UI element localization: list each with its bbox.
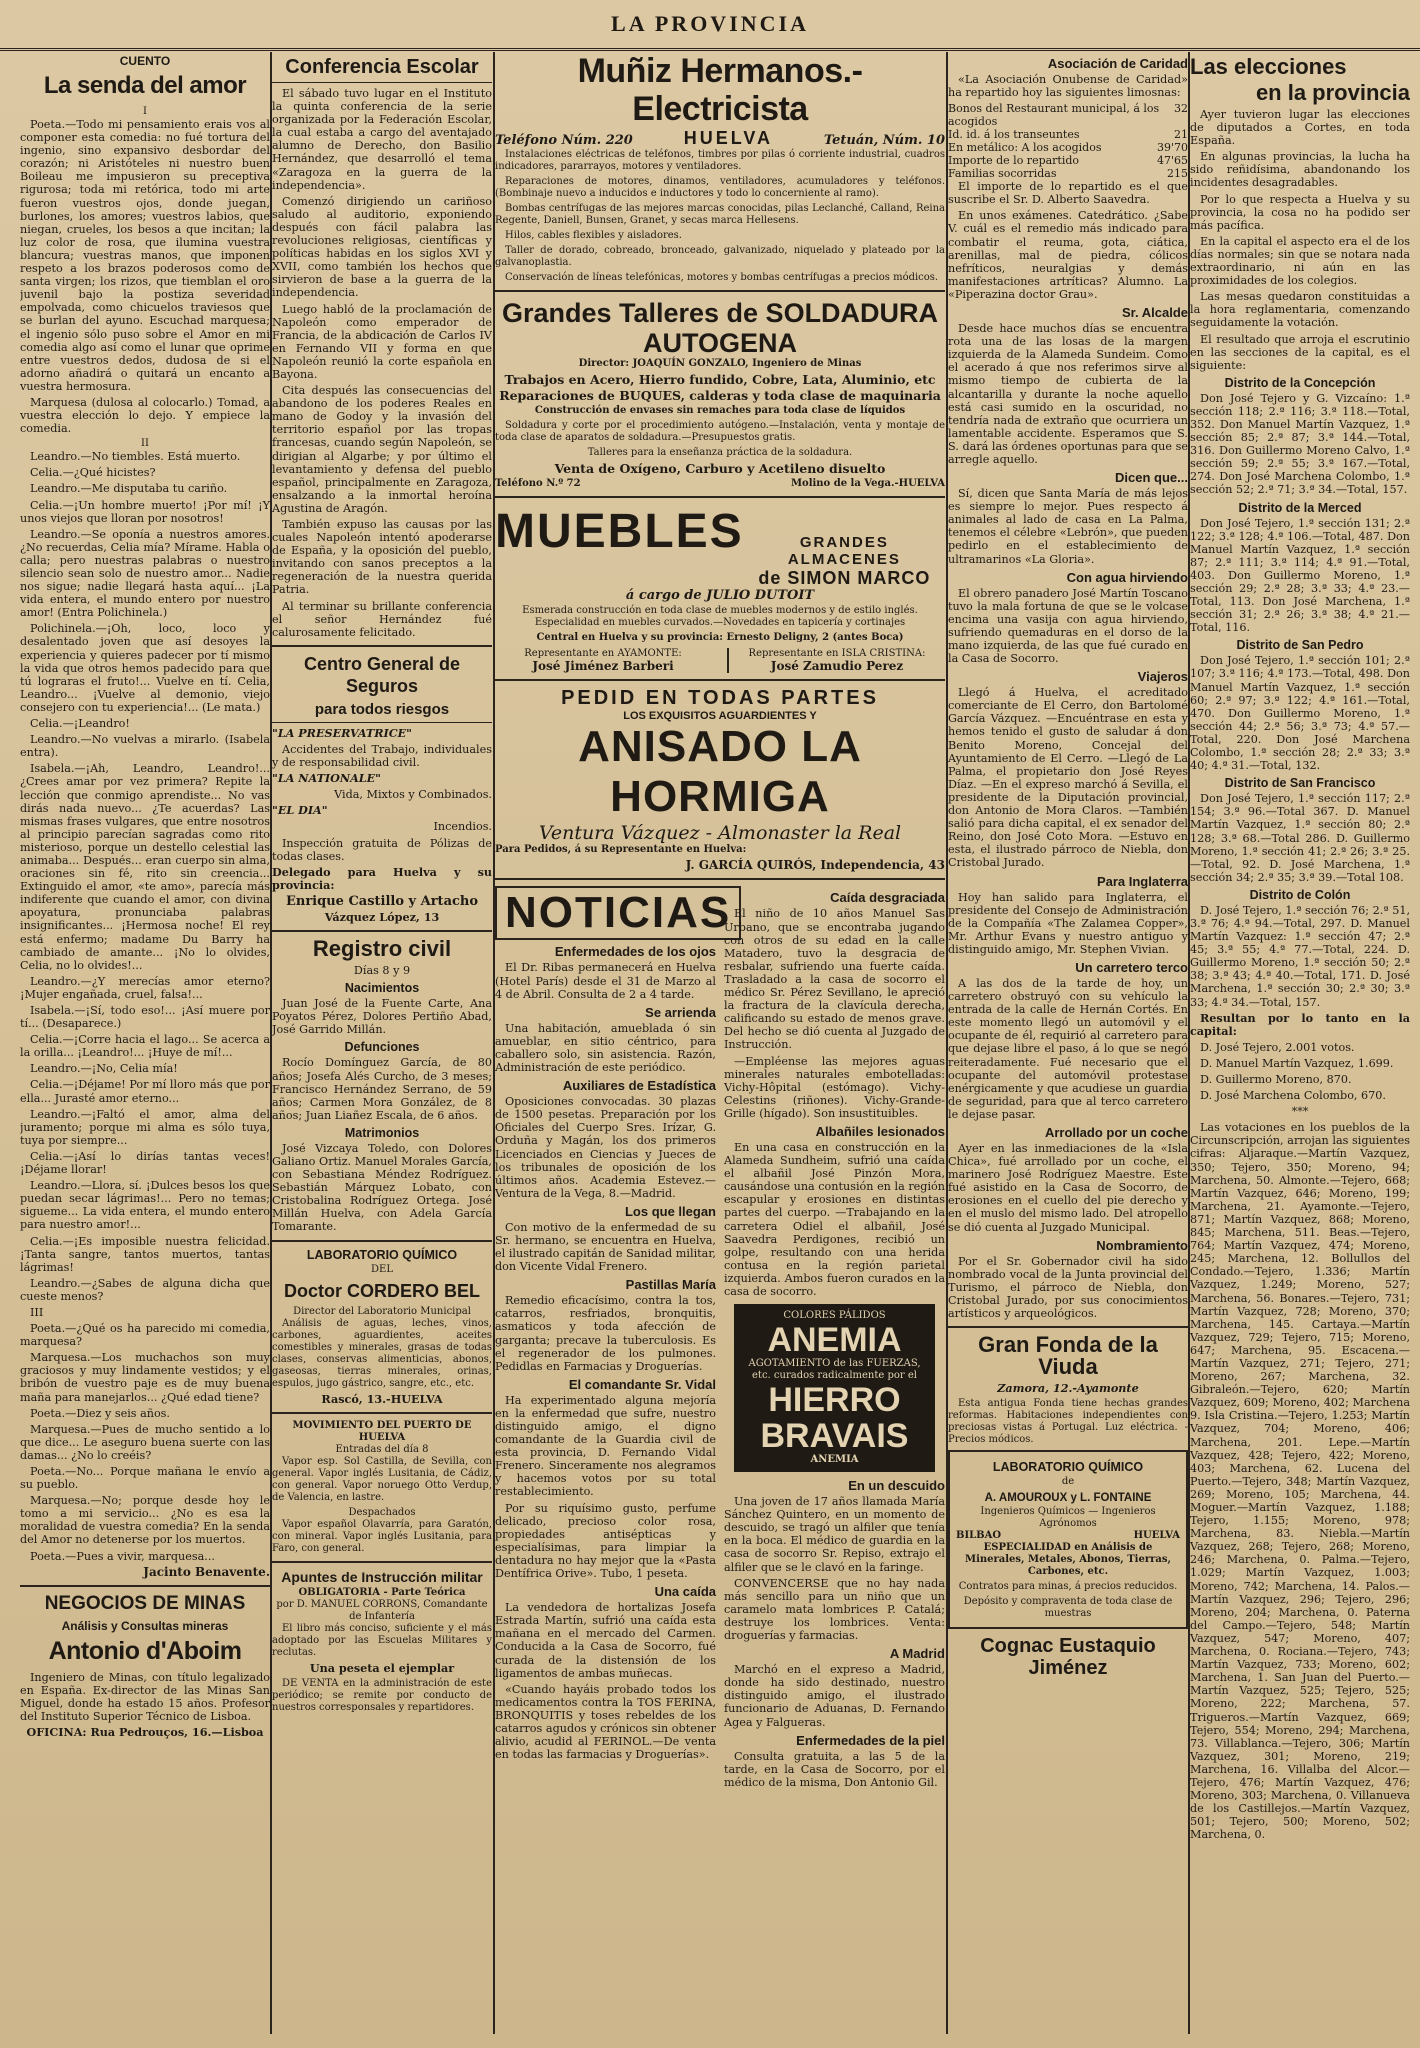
soldadura-phone: Teléfono N.º 72 [495,478,581,490]
anemia-hierro: HIERRO [768,1381,901,1420]
muebles-ad [495,504,945,673]
minas-title: NEGOCIOS DE MINAS [44,1592,246,1614]
alcalde-heading: Sr. Alcalde [1122,305,1188,321]
fonda-text: Esta antigua Fonda tiene hechas grandes reformas. Habitaciones independientes con preciosas vistas á Portugal. Luz eléctrica. - Precios módicos. [948,1398,1188,1446]
dialogue-line: Celia.—¡Así lo dirías tantas veces! ¡Déjame llorar! [20,1149,270,1177]
muebles-text: Esmerada construcción en toda clase de muebles modernos y de estilo inglés. Especialidad en muebles curvados.—Novedades en tapicería y cortinajes [522,605,918,629]
muniz-phone: Teléfono Núm. 220 [495,133,633,148]
story-signature: Jacinto Benavente. [143,1564,270,1579]
column-conferencia [272,52,492,2034]
muniz-services [495,149,945,284]
district-heading: Distrito de la Concepción [1224,375,1376,390]
dialogue-line: Leandro.—Se oponía a nuestros amores. ¿No recuerdas, Celia mía? Mírame. Habla o calla; pero nuestras palabras o nuestro silencio sean solo de nuestro amor... Nadie nos sigue; nadie llegará hasta aquí... ¡La vida entera, el mundo entero por nuestro amor! (Entra Polichinela.) [20,527,270,620]
soldadura-director: Director: JOAQUÍN GONZALO, Ingeniero de Minas [578,358,862,369]
pedid-banner: PEDID EN TODAS PARTES [561,687,879,710]
conferencia-paragraph: También expuso las causas por las cuales Napoleón intentó apoderarse de España, y la oposición del pueblo, invitando con sanos preceptos a la regeneración de la nuestra querida Patria. [272,518,492,597]
conferencia-title: Conferencia Escolar [285,56,479,78]
muebles-cargo: á cargo de JULIO DUTOIT [625,588,815,604]
asociacion-items [948,102,1188,180]
news-right-top [724,890,945,1298]
defunciones-heading: Defunciones [344,1040,420,1055]
anemia-bottom: ANEMIA [810,1454,859,1466]
hormiga-maker: Ventura Vázquez - Almonaster la Real [538,822,902,845]
district-results: Don José Tejero, 1.ª sección 117; 2.ª 154; 3.ª 96.—Total 367. D. Manuel Martín Vazquez, 1.ª sección 80; 2.ª 128; 3.ª 68.—Total 286. D. Guillermo Moreno, 1.ª sección 41; 2.ª 26; 3.ª 25.—Total, 92. D. José Marchena, 1.ª sección 34; 2.ª 35; 3.ª 39.—Total 108. [1190,792,1410,884]
total-result: D. Guillermo Moreno, 870. [1200,1073,1352,1086]
news-heading: Los que llegan [624,1203,716,1219]
dialogue-line: Leandro.—¿Sabes de alguna dicha que cueste menos? [20,1276,270,1303]
laboratorio2-huelva: HUELVA [1133,1530,1180,1542]
fonda-address: Zamora, 12.-Ayamonte [997,1381,1139,1396]
district-results: D. José Tejero, 1.ª sección 76; 2.ª 51, 3.ª 76; 4.ª 94.—Total, 297. D. Manuel Martín Vazquez: 1.ª sección 47; 2.ª 45; 3.ª 55; 4.ª 77.—Total, 224. D. Guillermo Moreno, 1.ª sección 50; 2.ª 38; 3.ª 43; 4.ª 40.—Total, 171. D. José Marchena, 1.ª sección 30; 2.ª 30; 3.ª 33; 4.ª 34.—Total, 157. [1190,903,1410,1009]
dialogue-line: Leandro.—Llora, sí. ¡Dulces besos los que puedan secar lágrimas!... Pero no temas; sigueme... La vida entera, el mundo entero para nuestro amor!... [20,1179,270,1232]
seguros-subtitle: para todos riesgos [314,700,450,718]
nombramiento-text: Por el Sr. Gobernador civil ha sido nombrado vocal de la Junta provincial del Turismo, el párroco de Niebla, don Cristobal Jurado, por sus conocimientos artísticos y arqueológicos. [948,1254,1188,1321]
asociacion-text: «La Asociación Onubense de Caridad» ha repartido hoy las siguientes limosnas: [948,73,1188,100]
total-result: D. Manuel Martín Vazquez, 1.699. [1200,1056,1394,1070]
story-dialogue [20,450,270,1562]
puerto-entradas-heading: Entradas del día 8 [335,1443,429,1455]
district-heading: Distrito de la Merced [1238,500,1362,515]
news-heading: A Madrid [889,1646,945,1662]
muniz-service-line: Instalaciones eléctricas de teléfonos, timbres por pilas ó corriente industrial, cuadros indicadores, pararrayos, motores y ventiladores. [495,149,945,172]
soldadura-line4: Soldadura y corte por el procedimiento autógeno.—Instalación, venta y montaje de toda clase de aparatos de soldadura.—Presupuestos gratis. [495,420,945,444]
dialogue-line: Polichinela.—¡Oh, loco, loco y desalentado joven que así desoyes la experiencia y quieres padecer por tí mismo la vida que otros hemos padecido para que tú lograras el fruto!... Vuelve en tí. Celia, Leandro... ¡Vuelve al demonio, viejo consejero con tu experiencia!... (Le mata.) [20,622,270,714]
column-local [948,52,1188,2034]
laboratorio-heading: LABORATORIO QUÍMICO [306,1247,458,1262]
preservatrice-name: "LA PRESERVATRICE" [272,725,413,740]
matrimonios-text: José Vizcaya Toledo, con Dolores Galiano Ortiz. Manuel Morales García, con Sebastiana Méndez Rodríguez. Sebastián Márquez Lobato, con Cristobalina Rodríguez Ortega. José Millán Huelva, con Adela García Tomarante. [272,1141,492,1234]
news-paragraph: Marchó en el expreso a Madrid, donde ha sido destinado, nuestro distinguido amigo, el ilustrado funcionario de Aduanas, D. Fernando Agea y Falgueras. [724,1663,945,1729]
district-results: Don José Tejero, 1.ª sección 101; 2.ª 107; 3.ª 116; 4.ª 173.—Total, 498. Don Manuel Martín Vazquez, 1.ª sección 60; 2.ª 97; 3.ª 122; 4.ª 161.—Total, 470. Don Guillermo Moreno, 1.ª sección 44; 2.ª 56; 3.ª 73; 4.ª 57.—Total, 220. Don José Marchena Colombo, 1.ª sección 28; 2.ª 33; 3.ª 40; 4.ª 31.—Total, 132. [1190,654,1410,773]
news-heading: El comandante Sr. Vidal [568,1376,716,1392]
laboratorio2-especialidad: ESPECIALIDAD en Análisis de Minerales, Metales, Abonos, Tierras, Carbones, etc. [965,1542,1171,1578]
carretero-heading: Un carretero terco [1075,959,1188,975]
hormiga-representante: J. GARCÍA QUIRÓS, Independencia, 43 [685,858,945,873]
apuntes-venta: DE VENTA en la administración de este periódico; se remite por conducto de nuestros corresponsales y repartidores. [272,1677,492,1713]
dialogue-line: III [30,1305,44,1319]
soldadura-line2: Reparaciones de BUQUES, calderas y toda clase de maquinaria [499,388,941,404]
viajeros-heading: Viajeros [1137,669,1188,685]
district-heading: Distrito de Colón [1249,887,1351,902]
news-heading: Enfermedades de la piel [796,1732,945,1748]
news-heading: Caída desgraciada [830,890,945,906]
dialogue-line: Marquesa.—Pues de mucho sentido a lo que dice... Le aseguro buena suerte con las damas... ¿No lo creéis? [20,1422,270,1462]
elecciones-results-heading: Resultan por lo tanto en la capital: [1190,1010,1410,1038]
laboratorio-del: DEL [371,1263,393,1275]
muniz-title: Muñiz Hermanos.-Electricista [577,52,863,128]
laboratorio-subtitle: Director del Laboratorio Municipal [293,1305,471,1317]
news-paragraph: En una casa en construcción en la Alameda Sundheim, sufrió una caída el albañil José Pinzón Mora, causándose una contusión en la región escapular y erosiones en distintas partes del cuerpo. —Trabajando en la carretera Odiel el albañil, José Saavedra Perdigones, recibió un golpe, resultando con una herida contusa en la región parietal izquierda. Ambos fueron curados en la casa de socorro. [724,1140,945,1298]
anemia-word: ANEMIA [767,1321,902,1360]
soldadura-line5: Talleres para la enseñanza práctica de la soldadura. [587,447,853,459]
news-paragraph: Con motivo de la enfermedad de su Sr. hermano, se encuentra en Huelva, el ilustrado capitán de Sanidad militar, don Vicente Vidal Frenero. [495,1220,716,1274]
apuntes-title: Apuntes de Instrucción militar [281,1568,483,1585]
arrollado-heading: Arrollado por un coche [1044,1125,1188,1140]
news-heading: Pastillas María [625,1277,716,1293]
dialogue-line: Celia.—¡Un hombre muerto! ¡Por mí! ¡Y unos viejos que lloran por nosotros! [20,498,270,525]
matrimonios-heading: Matrimonios [344,1125,420,1140]
asociacion-item [948,154,1188,167]
minas-subtitle: Análisis y Consultas mineras [61,1618,229,1633]
dialogue-line: Celia.—¿Qué hicistes? [30,466,156,480]
anemia-sub: AGOTAMIENTO de las FUERZAS, etc. curados radicalmente por el [748,1358,921,1382]
eldia-name: "EL DIA" [272,803,328,818]
item-value: 47'65 [1156,154,1188,168]
agua-heading: Con agua hirviendo [1066,569,1188,585]
elecciones-intro [1190,108,1410,372]
elecciones-results [1190,1041,1410,1102]
viajeros-text: Llegó á Huelva, el acreditado comerciante de El Cerro, don Bartolomé García Vázquez. —Encuéntrase en esta y hemos tenido el gusto de saludar á don Benito Moreno, Concejal del Ayuntamiento de El Cerro. —Llegó de La Palma, el propietario don José Reyes Díaz. —En el expreso marchó á Sevilla, el presidente de la Diputación provincial, don Antonio de Mora Claros. —También salió para dicha capital, el ex senador del Reino, don José Coto Mora. —Estuvo en esta, el ilustrado párroco de Niebla, don Cristobal Jurado. [948,686,1188,870]
soldadura-line3: Construcción de envases sin remaches para toda clase de líquidos [534,405,906,417]
muniz-service-line: Reparaciones de motores, dinamos, ventiladores, acumuladores y teléfonos. (Bombinaje nuevo a inducidos e inductores y todo lo concerniente al ramo). [495,176,945,199]
muebles-grandes: GRANDES ALMACENES [787,534,901,569]
muniz-address: Tetuán, Núm. 10 [823,133,945,148]
asociacion-item [948,128,1188,141]
arrollado-text: Ayer en las inmediaciones de la «Isla Chica», fué arrollado por un coche, el marinero José Rodríguez Maestre. Este fué asistido en la Casa de Socorro, de erosiones en el cuello del pie derecho y en el muslo del mismo lado. Del atropello se dió cuenta al Juzgado Municipal. [948,1142,1188,1234]
noticias-heading: NOTICIAS [495,886,741,940]
news-paragraph: La vendedora de hortalizas Josefa Estrada Martín, sufrió una caída esta mañana en el mercado del Carmen. Conducida a la Casa de Socorro, fué curada de la distensión de los ligamentos de ambas muñecas. [495,1601,716,1680]
elecciones-paragraph: En algunas provincias, la lucha ha sido reñidísima, abandonando los incidentes desagradables. [1190,150,1410,190]
nationale-text: Vida, Mixtos y Combinados. [334,788,492,802]
dialogue-line: Celia.—¡Leandro! [30,717,130,731]
dicen-text: Sí, dicen que Santa María de más lejos es siempre lo mejor. Pues respecto á animales al lado de casa en La Palma, tenemos el célebre «Lebrón», que pueden pedirlo en el establecimiento de ultramarinos «La Gloria». [948,487,1188,566]
soldadura-address: Molino de la Vega.-HUELVA [790,478,945,490]
dialogue-line: Celia.—¡Es imposible nuestra felicidad. ¡Tanta sangre, tantos muertos, tantas lágrimas! [20,1234,270,1274]
news-heading: Auxiliares de Estadística [562,1078,716,1094]
eldia-text: Incendios. [433,820,492,834]
muebles-rep2-label: Representante en ISLA CRISTINA: [748,648,926,660]
seguros-title: Centro General de Seguros [303,653,461,696]
item-label: Familias socorridas [948,167,1057,181]
news-paragraph: Oposiciones convocadas. 30 plazas de 1500 pesetas. Preparación por los Oficiales del Cuerpo Sres. Irízar, G. Orduña y Magán, los dos primeros Licenciados en Ciencias y Jueces de los tribunales de oposición de los últimos años. Academia Estevez.—Ventura de la Vega, 8.—Madrid. [495,1095,716,1200]
muniz-ad [495,52,945,284]
news-paragraph: Por su riquísimo gusto, perfume delicado, precioso color rosa, propiedades antisépticas y especialísimas, para limpiar la dentadura no hay mejor que la «Pasta Dentífrica Orive». Tubo, 1 peseta. [495,1501,716,1581]
elecciones-paragraph: En la capital el aspecto era el de los días normales; sin que se notara nada extraordinario, ni aún en las proximidades de los colegios. [1190,234,1410,288]
total-result: D. José Tejero, 2.001 votos. [1200,1040,1355,1054]
dialogue-line: Poeta.—Diez y seis años. [30,1406,170,1420]
minas-name: Antonio d'Aboim [48,1636,242,1665]
conferencia-paragraph: Comenzó dirigiendo un cariñoso saludo al auditorio, exponiendo después con fácil palabra las revoluciones religiosas, científicas y políticas habidas en los siglos XVI y XVII, como también los hechos que sirvieron de base a la guerra de la independencia. [272,194,492,300]
anemia-ad [734,1304,935,1472]
column-elecciones: Las elecciones en la provincia Ayer tuvieron lugar las elecciones de diputados a Cortes, en toda España. En algunas provincias, la lucha ha sido reñidísima, abandonando los incidentes desagradables. Por lo que respecta a Huelva y su provincia, la cosa no ha podido ser más pacífica. En la capital el aspecto era el de los días normales; sin que se notara nada extraordinario, ni aún en las proximidades de los colegios. Las mesas quedaron constituidas a la hora reglamentaria, comenzando seguidamente la votación. El resultado que arroja el escrutinio en las secciones de la capital, es el siguiente: Distrito de la Concepción Don José Tejero y G. Vizcaíno: 1.ª sección 118; 2.ª 116; 3.ª 118.—Total, 352. Don Manuel Martín Vazquez, 1.ª sección 85; 2.ª 87; 3.ª 144.—Total, 316. Don Guillermo Moreno Calvo, 1.ª sección 59; 2.ª 55; 3.ª 167.—Total, 274. Don José Marchena Colombo, 1.ª sección 52; 2.ª 71; 3.ª 34.—Total, 157. Distrito de la Merced Don José Tejero, 1.ª sección 131; 2.ª 122; 3.ª 128; 4.ª 106.—Total, 487. Don Manuel Martín Vazquez, 1.ª sección 87; 2.ª 111; 3.ª 114; 4.ª 91.—Total, 403. Don Guillermo Moreno, 1.ª sección 29; 2.ª 28; 3.ª 33; 4.ª 23.—Total, 113. Don José Marchena, 1.ª sección 31; 2.ª 26; 3.ª 38; 4.ª 21.—Total, 116. Distrito de San Pedro Don José Tejero, 1.ª sección 101; 2.ª 107; 3.ª 116; 4.ª 173.—Total, 498. Don Manuel Martín Vazquez, 1.ª sección 60; 2.ª 97; 3.ª 122; 4.ª 161.—Total, 470. Don Guillermo Moreno, 1.ª sección 44; 2.ª 56; 3.ª 73; 4.ª 57.—Total, 220. Don José Marchena Colombo, 1.ª sección 28; 2.ª 33; 3.ª 40; 4.ª 31.—Total, 132. Distrito de San Francisco Don José Tejero, 1.ª sección 117; 2.ª 154; 3.ª 96.—Total 367. D. Manuel Martín Vazquez, 1.ª sección 80; 2.ª 128; 3.ª 68.—Total 286. D. Guillermo Moreno, 1.ª sección 41; 2.ª 26; 3.ª 25.—Total, 92. D. José Marchena, 1.ª sección 34; 2.ª 35; 3.ª 39.—Total 108. Distrito de Colón D. José Tejero, 1.ª sección 76; 2.ª 51, 3.ª 76; 4.ª 94.—Total, 297. D. Manuel Martín Vazquez: 1.ª sección 47; 2.ª 45; 3.ª 55; 4.ª 77.—Total, 224. D. Guillermo Moreno, 1.ª sección 50; 2.ª 38; 3.ª 43; 4.ª 40.—Total, 171. D. José Marchena, 1.ª sección 30; 2.ª 30; 3.ª 33; 4.ª 34.—Total, 157. Resultan por lo tanto en la capital: D. José Tejero, 2.001 votos. D. Manuel Martín Vazquez, 1.699. D. Guillermo Moreno, 870. D. José Marchena Colombo, 670. *** Las votaciones en los pueblos de la Circunscripción, arrojan las siguientes cifras: Aljaraque.—Martín Vazquez, 350; Tejero, 350; Moreno, 94; Marchena, 50. Almonte.—Tejero, 668; Martín Vazquez, 646; Moreno, 199; Marchena, 21. Ayamonte.—Tejero, 871; Martín Vazquez, 868; Moreno, 845; Marchena, 511. Beas.—Tejero, 764; Martín Vazquez, 474; Moreno, 245; Marchena, 12. Bollullos del Condado.—Tejero, 1.336; Martín Vazquez, 1.249; Moreno, 527; Marchena, 56. Bonares.—Tejero, 731; Martín Vazquez, 728; Moreno, 370; Marchena, 145. Cartaya.—Martín Vazquez, 729; Tejero, 715; Moreno, 647; Marchena, 95. Escacena.—Martín Vazquez, 271; Tejero, 271; Moreno, 267; Marchena, 32. Gibraleón.—Tejero, 620; Martín Vazquez, 609; Moreno, 402; Marchena 9. Isla Cristina.—Tejero, 1.253; Martín Vazquez, 704; Moreno, 406; Marchena, 201. Lepe.—Martín Vazquez, 428; Tejero, 422; Moreno, 403; Marchena, 62. Lucena del Puerto.—Tejero, 348; Martín Vazquez, 269; Moreno, 105; Marchena, 44. Moguer.—Martín Vazquez, 1.188; Tejero, 1.155; Moreno, 978; Marchena, 83. Niebla.—Martín Vazquez, 268; Tejero, 268; Moreno, 246; Marchena, 0. Palma.—Tejero, 1.029; Martín Vazquez, 1.003; Moreno, 742; Marchena, 14. Palos.—Martín Vazquez, 296; Tejero, 296; Moreno, 204; Marchena, 0. Paterna del Campo.—Tejero, 548; Martín Vazquez, 547; Moreno, 407; Marchena, 0. Rociana.—Tejero, 743; Martín Vazquez, 733; Moreno, 602; Marchena, 1. San Juan del Puerto.—Martín Vazquez, 525; Tejero, 525; Moreno, 222; Marchena, 57. Trigueros.—Martín Vazquez, 669; Tejero, 554; Moreno, 294; Marchena, 73. Villablanca.—Tejero, 306; Martín Vazquez, 301; Moreno, 219; Marchena, 16. Villalba del Alcor.—Tejero, 476; Martín Vazquez, 476; Moreno, 303; Marchena, 0. Villanueva de los Castillejos.—Martín Vazquez, 501; Tejero, 500; Moreno, 502; Marchena, 0. [1190,54,1410,1842]
alcalde-text: Desde hace muchos días se encuentra rota una de las losas de la margen izquierda de la Alameda Sundeim. Como el acerado á que nos referimos sirve al mismo tiempo de cubierta de la alcantarilla y durante la noche aquello está casi sumido en la oscuridad, no tendría nada de extraño que ocurriera un lamentable accidente. Esperamos que S. S. dará las órdenes oportunas para que se arregle aquello. [948,322,1188,466]
muebles-central: Central en Huelva y su provincia: Ernesto Deligny, 2 (antes Boca) [536,632,904,644]
news-paragraph: Una joven de 17 años llamada María Sánchez Quintero, en un momento de descuido, se tragó un alfiler que tenía en la boca. El médico de guardia en la casa de socorro Sr. Repiso, extrajo el alfiler que se le clavó en la faringe. [724,1495,945,1574]
dialogue-line: Leandro.—¡Faltó el amor, alma del juramento; porque mi alma es sólo tuya, tuya por siempre... [20,1107,270,1147]
news-heading: En un descuido [848,1478,945,1494]
conferencia-paragraph: Luego habló de la proclamación de Napoleón como emperador de Francia, de la abdicación de Carlos IV en Fernando VII y forma en que Napoleón reunió la corte española en Bayona. [272,302,492,381]
laboratorio2-heading: LABORATORIO QUÍMICO [992,1460,1144,1475]
story-title: La senda del amor [43,72,247,99]
roman-heading: II [141,438,149,450]
news-heading: Una caída [654,1584,716,1600]
dialogue-line: Celia.—¡Corre hacia el lago... Se acerca a la orilla... ¡Leandro!... ¡Huye de mí!... [20,1033,270,1060]
puerto-heading: MOVIMIENTO DEL PUERTO DE HUELVA [292,1419,472,1443]
laboratorio2-bilbao: BILBAO [956,1530,1002,1542]
story-paragraph: Marquesa (dulosa al colocarlo.) Tomad, a vuestra elección lo dejo. Y empiece la comedia. [20,395,270,436]
elecciones-title-line2: en la provincia [1255,80,1410,105]
laboratorio2-contratos: Contratos para minas, á precios reducidos. [958,1581,1178,1593]
nombramiento-heading: Nombramiento [1096,1237,1188,1253]
column-story [20,52,270,2034]
examenes-text: En unos exámenes. Catedrático. ¿Sabe V. cuál es el remedio más indicado para combatir el reuma, gota, ciática, arenillas, mal de piedra, cólicos nefríticos, neuralgias y demás manifestaciones artríticas? Alumno. La «Piperazina doctor Grau». [948,209,1188,301]
conferencia-paragraph: Cita después las consecuencias del abandono de los poderes Reales en mano de Godoy y la invasión del territorio español por las tropas francesas, cuando según Napoleón, se dirigian al Algarbe; y por último el levantamiento y defensa del pueblo español, principalmente en Zaragoza, ensalzando a la inmortal heroína Agustina de Aragón. [272,384,492,515]
news-paragraph: —Empléense las mejores aguas minerales naturales embotelladas: Vichy-Hôpital (estómago). Vichy-Celestins (riñones). Vichy-Grande-Grille (hígado). Son insustituibles. [724,1054,945,1120]
soldadura-line1: Trabajos en Acero, Hierro fundido, Cobre, Lata, Aluminio, etc [504,372,936,387]
defunciones-text: Rocío Domínguez García, de 80 años; Josefa Alés Curcho, de 3 meses; Francisco Hernández Serrano, de 59 años; Carmen Mora González, de 8 años; Juan Liañez Escala, de 6 años. [272,1056,492,1122]
news-paragraph: Ha experimentado alguna mejoría en la enfermedad que sufre, nuestro distinguido amigo, el digno comandante de la Guardia civil de esta provincia, D. Fernando Vidal Frenero. Sinceramente nos alegramos y hacemos votos por su total restablecimiento. [495,1393,716,1499]
news-paragraph: Remedio eficacísimo, contra la tos, catarros, resfriados, bronquitis, asmaticos y toda afección de garganta; precave la tuberculosis. Es el regenerador de los pulmones. Pedidlas en Farmacias y Droguerías. [495,1294,716,1373]
item-label: En metálico: A los acogidos [948,141,1102,155]
dialogue-line: Marquesa.—No; porque desde hoy le tomo a mi servicio... ¿No es esa la moralidad de vuestra comedia? En la senda del Amor no detenerse por los muertos. [20,1494,270,1547]
asociacion-end: El importe de lo repartido es el que suscribe el Sr. D. Alberto Saavedra. [948,180,1188,207]
district-heading: Distrito de San Pedro [1236,638,1364,653]
dialogue-line: Leandro.—¡No, Celia mía! [30,1062,178,1076]
laboratorio2-names: A. AMOUROUX y L. FONTAINE [984,1492,1152,1505]
fonda-title: Gran Fonda de la Viuda [978,1332,1158,1380]
hormiga-title: ANISADO LA HORMIGA [578,722,862,822]
nacimientos-text: Juan José de la Fuente Carte, Ana Poyatos Pérez, Dolores Pertiño Abad, José Garrido Millán. [272,997,492,1037]
puerto-entradas-text: Vapor esp. Sol Castilla, de Sevilla, con general. Vapor inglés Lusitania, de Cádiz, con general. Vapor noruego Otto Verdup, de Valencia, en lastre. [272,1455,492,1503]
aguardientes-line: LOS EXQUISITOS AGUARDIENTES Y [623,710,817,723]
delegado-address: Vázquez López, 13 [324,909,440,924]
muniz-service-line: Bombas centrífugas de las mejores marcas conocidas, pilas Leclanché, Calland, Reina Regente, Daniell, Bunsen, Granet, y secas marca Hellesens. [495,203,945,226]
news-paragraph: CONVENCERSE que no hay nada más sencillo para un niño que un caramelo mata lombrices P. Catalá; destruye los lombrices. Venta: droguerías y farmacias. [724,1576,945,1643]
dialogue-line: Poeta.—Pues a vivir, marquesa... [30,1549,215,1563]
elecciones-paragraph: Las mesas quedaron constituidas a la hora reglamentaria, comenzando seguidamente la votación. [1190,290,1410,330]
preservatrice-text: Accidentes del Trabajo, individuales y de responsabilidad civil. [272,742,492,770]
elecciones-paragraph: Ayer tuvieron lugar las elecciones de diputados a Cortes, en toda España. [1190,108,1410,148]
inglaterra-heading: Para Inglaterra [1096,873,1188,889]
asociacion-item [948,141,1188,154]
muebles-title: MUEBLES [495,505,744,559]
apuntes-price: Una peseta el ejemplar [309,1660,455,1675]
muebles-rep1-name: José Jiménez Barberi [532,659,674,674]
nationale-name: "LA NATIONALE" [272,771,381,786]
carretero-text: A las dos de la tarde de hoy, un carretero obstruyó con su vehículo la entrada de la calle de Hernán Cortés. En este momento llegó un automóvil y el ocupante de él, requirió al carretero para que dejase libre el paso, á lo que se negó reiteradamente. Fué necesario que el ocupante del automóvil protestase enérgicamente y que acudiese un guardia de seguridad, para que al terco carretero le dejase pasar. [948,976,1188,1121]
dialogue-line: Poeta.—¿Qué os ha parecido mi comedia, marquesa? [20,1322,270,1349]
hormiga-ad [495,687,945,872]
dialogue-line: Isabela.—¡Sí, todo eso!... ¡Así muere por tí... (Desaparece.) [20,1004,270,1031]
laboratorio2-de: de [1061,1476,1075,1488]
dialogue-line: Poeta.—No... Porque mañana le envío a su pueblo. [20,1465,270,1492]
muniz-service-line: Hilos, cables flexibles y aisladores. [505,230,682,241]
news-paragraph: El niño de 10 años Manuel Sas Urbano, que se encontraba jugando con otros de su edad en la calle Matadero, tuvo la desgracia de resbalar, sufriendo una fuerte caída. Trasladado a la casa de socorro el médico Sr. Pérez Sevillano, le apreció la fractura de la clavícula derecha, calificando su estado de menos grave. Del hecho se dió cuenta al Juzgado de Instrucción. [724,907,945,1052]
district-heading: Distrito de San Francisco [1224,776,1376,791]
story-body [20,118,270,435]
elecciones-districts [1190,376,1410,1009]
asociacion-heading: Asociación de Caridad [1047,56,1188,71]
dialogue-line: Celia.—¡Déjame! Por mí lloro más que por ella... Jurasté amor eterno... [20,1078,270,1105]
dialogue-line: Isabela.—¡Ah, Leandro, Leandro!... ¿Crees amar por vez primera? Repite la lección que conmigo aprendiste... No vas dirás nada nuevo... ¿Te acuerdas? Las mismas frases vulgares, que entre nosotros al principio parecían sagradas como rito misterioso, porque un destello celestial las animaba... Después... eran cuerpo sin alma, oraciones sin fé, rito sin creencia... Extinguido el amor, «te amo», parecía más indiferente que cuando el amor, con divina apoyatura, pronunciaba palabras insignificantes... ¡Hermosa noche! El rey está enfermo; madame Du Barry ha cambiado de amante... ¡No lo olvides, Celia, no lo olvides!... [20,762,270,972]
puerto-despachados-heading: Despachados [348,1506,416,1518]
masthead: LA PROVINCIA [0,0,1420,51]
item-value: 39'70 [1156,141,1188,155]
soldadura-title: Grandes Talleres de SOLDADURA AUTOGENA [501,298,939,358]
laboratorio-text: Análisis de aguas, leches, vinos, carbones, aguardientes, aceites comestibles y minerales, grasas de todas clases, conservas alimenticias, abonos, gaseosas, tierras minerales, orinas, espulos, jugo gástrico, sangre, etc., etc. [272,1317,492,1389]
elecciones-paragraph: El resultado que arroja el escrutinio en las secciones de la capital, es el siguiente: [1190,332,1410,372]
apuntes-author: por D. MANUEL CORRONS, Comandante de Infantería [276,1598,488,1622]
conferencia-paragraph: Al terminar su brillante conferencia el señor Hernández fué calurosamente felicitado. [272,599,492,639]
news-paragraph: El Dr. Ribas permanecerá en Huelva (Hotel París) desde el 31 de Marzo al 4 de Abril. Consulta de 2 a 4 tarde. [495,961,716,1001]
minas-text: Ingeniero de Minas, con título legalizado en España. Ex-director de las Minas San Miguel, donde ha estado 15 años. Profesor del Instituto Superior Técnico de Lisboa. [20,1670,270,1724]
inglaterra-text: Hoy han salido para Inglaterra, el presidente del Consejo de Administración de la Compañía «The Zalamea Copper», Mr. Arthur Evans y nuestro antiguo y distinguido amigo, Mr. Stephen Vivian. [948,890,1188,956]
asociacion-item [948,167,1188,180]
apuntes-text: El libro más conciso, suficiente y el más adoptado por las Escuelas Militares y reclutas. [272,1622,492,1658]
registro-days: Días 8 y 9 [353,964,411,978]
story-kicker: CUENTO [119,54,171,68]
news-left [495,944,716,1761]
item-value: 21 [1174,128,1188,142]
apuntes-subtitle: OBLIGATORIA - Parte Teórica [298,1586,466,1598]
item-value: 32 [1174,102,1188,116]
news-heading: Enfermedades de los ojos [554,944,716,960]
dialogue-line: Leandro.—¿Y merecías amor eterno? ¡Mujer engañada, cruel, falsa!... [20,974,270,1001]
muebles-rep2-name: José Zamudio Perez [770,659,904,674]
column-ads-news [495,52,945,2034]
cognac-ad: Cognac Eustaquio Jiménez [980,1635,1156,1680]
dialogue-line: Leandro.—No tiembles. Está muerto. [30,450,241,464]
muebles-simon: de SIMON MARCO [758,568,931,589]
total-result: D. José Marchena Colombo, 670. [1200,1089,1386,1103]
conferencia-paragraph: El sábado tuvo lugar en el Instituto la quinta conferencia de la serie organizada por la Federación Escolar, la cual estaba a cargo del aventajado alumno de Derecho, don Basilio Hernández, que desarrolló el tema «Zaragoza en la guerra de la independencia». [272,87,492,192]
conferencia-body [272,87,492,639]
district-results: Don José Tejero, 1.ª sección 131; 2.ª 122; 3.ª 128; 4.ª 106.—Total, 487. Don Manuel Martín Vazquez, 1.ª sección 87; 2.ª 111; 3.ª 114; 4.ª 91.—Total, 403. Don Guillermo Moreno, 1.ª sección 29; 2.ª 28; 3.ª 33; 4.ª 23.—Total, 113. Don José Marchena, 1.ª sección 31; 2.ª 26; 3.ª 38; 4.ª 21.—Total, 116. [1190,516,1410,635]
item-label: Id. id. á los transeuntes [948,128,1080,142]
anemia-bravais: BRAVAIS [760,1417,909,1456]
asociacion-item [948,102,1188,128]
news-heading: Albañiles lesionados [815,1123,945,1139]
dialogue-line: Marquesa.—Los muchachos son muy graciosos y muy lindamente vestidos; y el bribón de vuestro paje es de muy buena maña para manejarlos... ¿Qué edad tiene? [20,1351,270,1404]
elecciones-pueblos: Las votaciones en los pueblos de la Circunscripción, arrojan las siguientes cifras: Aljaraque.—Martín Vazquez, 350; Tejero, 350; Moreno, 94; Marchena, 50. Almonte.—Tejero, 668; Martín Vazquez, 646; Moreno, 199; Marchena, 21. Ayamonte.—Tejero, 871; Martín Vazquez, 868; Moreno, 845; Marchena, 511. Beas.—Tejero, 764; Martín Vazquez, 474; Moreno, 245; Marchena, 12. Bollullos del Condado.—Tejero, 1.336; Martín Vazquez, 1.249; Moreno, 527; Marchena, 56. Bonares.—Tejero, 731; Martín Vazquez, 728; Moreno, 370; Marchena, 145. Cartaya.—Martín Vazquez, 729; Tejero, 715; Moreno, 647; Marchena, 95. Escacena.—Martín Vazquez, 271; Tejero, 271; Moreno, 267; Marchena, 32. Gibraleón.—Tejero, 620; Martín Vazquez, 609; Moreno, 402; Marchena 9. Isla Cristina.—Tejero, 1.253; Martín Vazquez, 704; Moreno, 406; Marchena, 201. Lepe.—Martín Vazquez, 428; Tejero, 422; Moreno, 403; Marchena, 62. Lucena del Puerto.—Tejero, 348; Martín Vazquez, 269; Moreno, 105; Marchena, 44. Moguer.—Martín Vazquez, 1.188; Tejero, 1.155; Moreno, 978; Marchena, 83. Niebla.—Martín Vazquez, 268; Tejero, 268; Moreno, 246; Marchena, 0. Palma.—Tejero, 1.029; Martín Vazquez, 1.003; Moreno, 742; Marchena, 14. Palos.—Martín Vazquez, 296; Tejero, 296; Moreno, 204; Marchena, 0. Paterna del Campo.—Tejero, 548; Martín Vazquez, 547; Moreno, 407; Marchena, 0. Rociana.—Tejero, 743; Martín Vazquez, 733; Moreno, 602; Marchena, 1. San Juan del Puerto.—Martín Vazquez, 525; Tejero, 525; Moreno, 222; Marchena, 57. Trigueros.—Martín Vazquez, 669; Tejero, 554; Moreno, 294; Marchena, 73. Villablanca.—Tejero, 306; Martín Vazquez, 301; Moreno, 219; Marchena, 16. Villalba del Alcor.—Tejero, 476; Martín Vazquez, 476; Moreno, 303; Marchena, 0. Villanueva de los Castillejos.—Martín Vazquez, 501; Tejero, 500; Moreno, 502; Marchena, 0. [1190,1121,1410,1842]
dicen-heading: Dicen que... [1115,470,1188,486]
nacimientos-heading: Nacimientos [344,981,420,996]
hormiga-pedidos: Para Pedidos, á su Representante en Huelva: [495,844,747,856]
muniz-service-line: Conservación de líneas telefónicas, motores y bombas centrífugas a precios módicos. [505,272,939,283]
item-label: Bonos del Restaurant municipal, á los acogidos [948,102,1160,129]
delegado-label: Delegado para Huelva y su provincia: [272,864,492,892]
laboratorio-address: Rascó, 13.-HUELVA [321,1391,443,1406]
muebles-rep1-label: Representante en AYAMONTE: [524,648,682,660]
roman-heading: I [143,106,147,117]
elecciones-title-line1: Las elecciones [1190,54,1347,79]
agua-text: El obrero panadero José Martín Toscano tuvo la mala fortuna de que se le volcase encima una vasija con agua hirviendo, sufriendo quemaduras en el dorso de la mano izquierda, de las que fué curado en la Casa de Socorro. [948,586,1188,666]
laboratorio2-deposito: Depósito y compraventa de toda clase de muestras [963,1596,1173,1620]
muniz-service-line: Taller de dorado, cobreado, bronceado, galvanizado, niquelado y plateado por la galvanoplastia. [495,245,945,268]
news-paragraph: «Cuando hayáis probado todos los medicamentos contra la TOS FERINA, BRONQUITIS y toses rebeldes de los catarros agudos y crónicos sin obtener alivio, acudid al FERINOL.—De venta en todas las farmacias y Droguerías». [495,1682,716,1762]
story-paragraph: Poeta.—Todo mi pensamiento erais vos al componer esta comedia: no fué tortura del ingenio, sino expansivo desbordar del corazón; ni Aristóteles ni nuestro buen Boileau me impusieron su preceptiva rigurosa; toda mi retórica, todo mi arte fueron vuestros ojos, donde juegan, burlones, los amores; vuestros labios, que niegan, crueles, los besos a que incitan; la luz color de rosa, que ilumina vuestra blancura; vuestras manos, que imponen respeto a los brazos poderosos como de santa virgen; los rizos, que tiemblan el oro juvenil bajo la postiza severidad empolvada, como chicuelos traviesos que se burlan del ayuno. Escuchad marquesa; el ingenio sólo puso sobre el Amor en mi comedia algo así como el lunar que oprime entre vuestros dedos, dudosa de si el adorno añadirá o quitará un encanto a vuestra hermosura. [20,118,270,393]
laboratorio2-ad [948,1450,1188,1629]
muniz-city: HUELVA [683,128,774,148]
dialogue-line: Leandro.—Me disputaba tu cariño. [30,482,228,496]
delegado-name: Enrique Castillo y Artacho [285,893,479,909]
inspeccion-text: Inspección gratuita de Pólizas de todas clases. [272,836,492,863]
soldadura-line6: Venta de Oxígeno, Carburo y Acetileno disuelto [554,461,886,477]
news-paragraph: Consulta gratuita, a las 5 de la tarde, en la Casa de Socorro, por el médico de la misma, Don Antonio Gil. [724,1749,945,1789]
elecciones-paragraph: Por lo que respecta a Huelva y su provincia, la cosa no ha podido ser más pacífica. [1190,192,1410,232]
anemia-top: COLORES PÁLIDOS [783,1310,886,1322]
news-heading: Se arrienda [645,1004,716,1020]
item-value: 215 [1167,167,1188,181]
laboratorio2-subtitle: Ingenieros Químicos — Ingenieros Agrónomos [980,1506,1156,1530]
news-paragraph: Una habitación, amueblada ó sin amueblar, en sitio céntrico, para caballero solo, sin asistencia. Razón, Administración de este periódico. [495,1021,716,1075]
registro-title: Registro civil [312,936,452,962]
laboratorio-name: Doctor CORDERO BEL [283,1280,480,1301]
dialogue-line: Leandro.—No vuelvas a mirarlo. (Isabela entra). [20,733,270,760]
news-right-bottom [724,1478,945,1789]
item-label: Importe de lo repartido [948,154,1080,168]
minas-address: OFICINA: Rua Pedrouços, 16.—Lisboa [26,1725,264,1740]
district-results: Don José Tejero y G. Vizcaíno: 1.ª sección 118; 2.ª 116; 3.ª 118.—Total, 352. Don Manuel Martín Vazquez, 1.ª sección 85; 2.ª 87; 3.ª 144.—Total, 316. Don Guillermo Moreno Calvo, 1.ª sección 59; 2.ª 55; 3.ª 167.—Total, 274. Don José Marchena Colombo, 1.ª sección 52; 2.ª 71; 3.ª 34.—Total, 157. [1190,391,1410,497]
puerto-despachados-text: Vapor español Olavarría, para Garatón, con mineral. Vapor inglés Lusitania, para Faro, con general. [272,1518,492,1554]
soldadura-ad [495,298,945,490]
